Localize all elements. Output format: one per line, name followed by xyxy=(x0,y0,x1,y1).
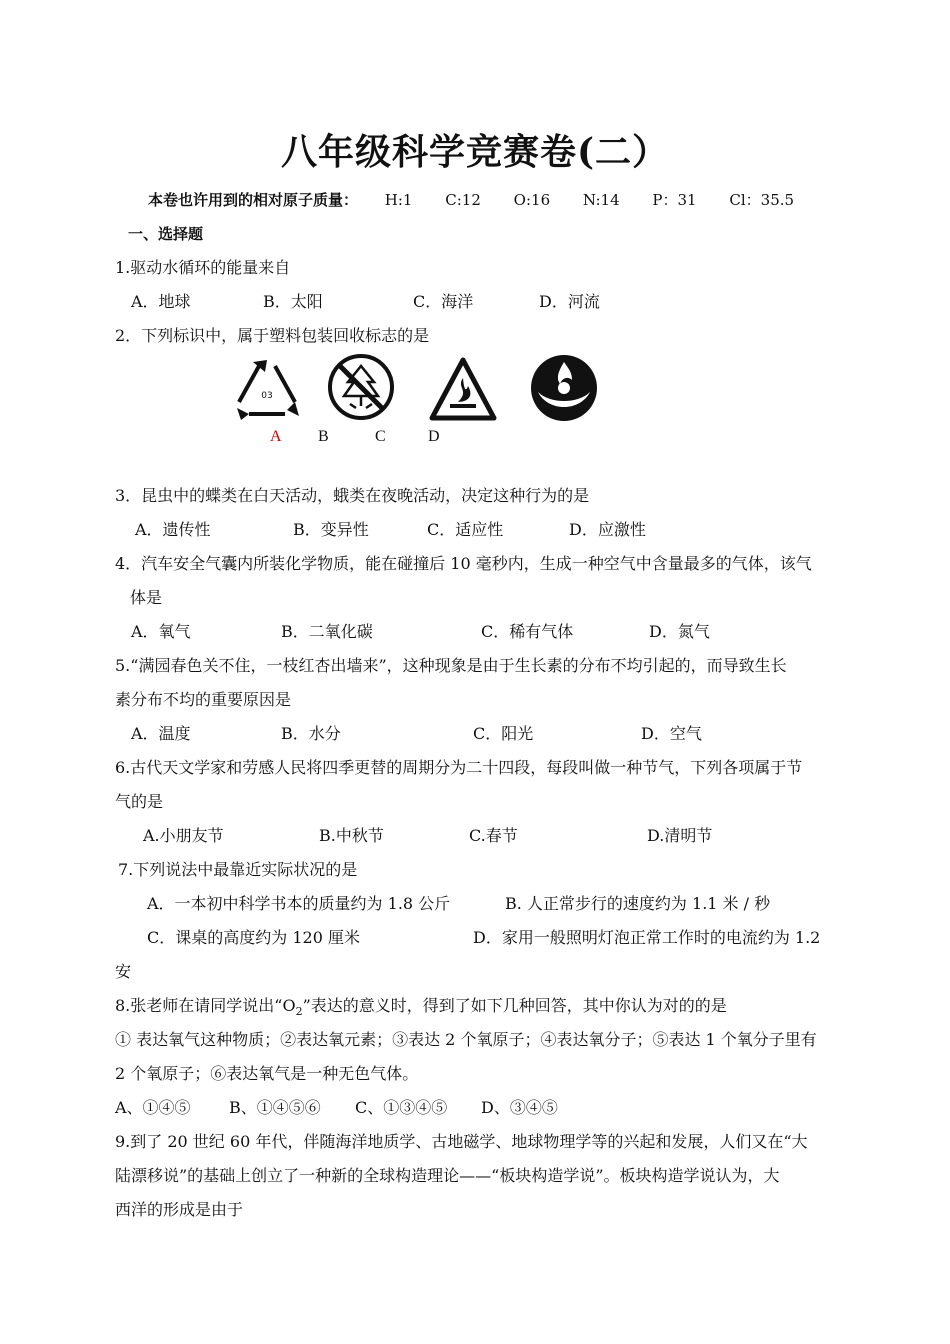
question-stem: 9.到了 20 世纪 60 年代，伴随海洋地质学、古地磁学、地球物理学等的兴起和发展，人们又在“大 xyxy=(115,1132,808,1151)
option: B．太阳 xyxy=(263,292,323,311)
question-stem: 3．昆虫中的蝶类在白天活动，蛾类在夜晚活动，决定这种行为的是 xyxy=(115,486,590,505)
symbol-letter-a: A xyxy=(270,428,282,445)
symbol-letter-c: C xyxy=(375,428,386,445)
question-stem-continued: 西洋的形成是由于 xyxy=(115,1200,244,1219)
symbol-letter-b: B xyxy=(318,428,329,445)
option: B. 人正常步行的速度约为 1.1 米 / 秒 xyxy=(505,894,771,913)
question-stem: 6.古代天文学家和劳感人民将四季更替的周期分为二十四段，每段叫做一种节气，下列各项属于节 xyxy=(115,758,803,777)
option: B．水分 xyxy=(281,724,341,743)
question-options xyxy=(115,928,840,948)
option: D．氮气 xyxy=(649,622,710,641)
question-stem: 7.下列说法中最靠近实际状况的是 xyxy=(118,860,358,879)
option: D．家用一般照明灯泡正常工作时的电流约为 1.2 xyxy=(473,928,821,947)
option: A、①④⑤ xyxy=(115,1098,191,1117)
option: C.春节 xyxy=(469,826,518,845)
atomic-mass-item: N:14 xyxy=(582,191,620,209)
option: C．适应性 xyxy=(427,520,504,539)
atomic-masses-label: 本卷也许用到的相对原子质量： xyxy=(148,191,359,209)
question-stem-continued: 素分布不均的重要原因是 xyxy=(115,690,292,709)
atomic-masses-line xyxy=(148,190,873,210)
question-stem-continued: 陆漂移说”的基础上创立了一种新的全球构造理论——“板块构造学说”。板块构造学说认为，大 xyxy=(115,1166,780,1185)
recycle-code: 03 xyxy=(261,391,273,401)
plastic-recycle-03-icon xyxy=(231,356,303,426)
option: C．阳光 xyxy=(473,724,534,743)
question-options xyxy=(115,292,840,312)
option: C．课桌的高度约为 120 厘米 xyxy=(147,928,360,947)
atomic-mass-item: O:16 xyxy=(513,191,551,209)
option: C、①③④⑤ xyxy=(355,1098,448,1117)
no-logging-icon xyxy=(326,352,396,422)
flammable-warning-icon xyxy=(428,356,498,422)
question-options xyxy=(115,894,840,914)
atomic-mass-item: P：31 xyxy=(652,191,697,209)
water-saving-icon xyxy=(528,352,600,424)
option: C．稀有气体 xyxy=(481,622,574,641)
symbol-letter-d: D xyxy=(428,428,440,445)
option: B、①④⑤⑥ xyxy=(229,1098,321,1117)
option: A．地球 xyxy=(131,292,191,311)
stem-part: ”表达的意义时，得到了如下几种回答，其中你认为对的的是 xyxy=(302,996,727,1015)
question-stem: 1.驱动水循环的能量来自 xyxy=(115,258,291,277)
question-stem-continued: ① 表达氧气这种物质；②表达氧元素；③表达 2 个氧原子；④表达氧分子；⑤表达 1 个氧分子里有 xyxy=(115,1030,817,1049)
option: D.清明节 xyxy=(647,826,713,845)
option: A．氧气 xyxy=(131,622,191,641)
section-title: 一、选择题 xyxy=(128,225,204,243)
question-options xyxy=(115,826,840,846)
option: D、③④⑤ xyxy=(481,1098,558,1117)
question-stem-continued: 气的是 xyxy=(115,792,164,811)
option: A．遗传性 xyxy=(135,520,211,539)
question-stem: 5.“满园春色关不住，一枝红杏出墙来”，这种现象是由于生长素的分布不均引起的，而导致生长 xyxy=(115,656,787,675)
question-options xyxy=(115,1098,840,1118)
question-stem: 2．下列标识中，属于塑料包装回收标志的是 xyxy=(115,326,430,345)
atomic-mass-item: C:12 xyxy=(445,191,481,209)
question-stem xyxy=(115,996,840,1022)
stem-part: 8.张老师在请同学说出“O xyxy=(115,996,296,1015)
question-stem-continued: 体是 xyxy=(130,588,163,607)
option: D．河流 xyxy=(539,292,600,311)
atomic-mass-item: H:1 xyxy=(384,191,413,209)
question-options xyxy=(115,520,840,540)
atomic-mass-item: Cl：35.5 xyxy=(729,191,795,209)
option: A.小朋友节 xyxy=(143,826,224,845)
question-stem-continued: 2 个氧原子；⑥表达氧气是一种无色气体。 xyxy=(115,1064,419,1083)
question-stem: 4．汽车安全气囊内所装化学物质，能在碰撞后 10 毫秒内，生成一种空气中含量最多的气体，该气 xyxy=(115,554,812,573)
question-options xyxy=(115,724,840,744)
subscript: 2 xyxy=(295,1005,303,1019)
page-title: 八年级科学竞赛卷(二） xyxy=(280,131,670,173)
option: A．温度 xyxy=(131,724,191,743)
option: B．变异性 xyxy=(293,520,369,539)
option: D．应激性 xyxy=(569,520,646,539)
option-continued: 安 xyxy=(115,962,132,981)
option: D．空气 xyxy=(641,724,702,743)
option: C．海洋 xyxy=(413,292,474,311)
option: B.中秋节 xyxy=(319,826,384,845)
option: B．二氧化碳 xyxy=(281,622,373,641)
question-options xyxy=(115,622,840,642)
option: A．一本初中科学书本的质量约为 1.8 公斤 xyxy=(147,894,451,913)
